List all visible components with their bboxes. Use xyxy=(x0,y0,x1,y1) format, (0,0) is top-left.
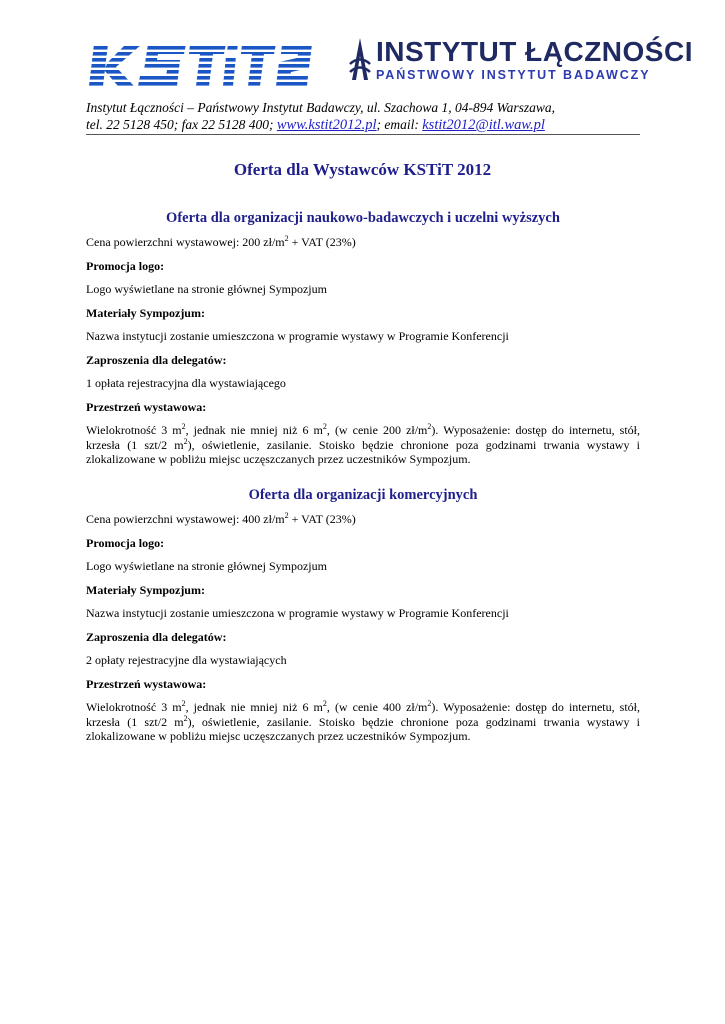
email-prefix: ; email: xyxy=(376,117,423,132)
contact-line xyxy=(86,116,646,134)
space-label: Przestrzeń wystawowa: xyxy=(86,399,207,414)
materials-label: Materiały Sympozjum: xyxy=(86,582,205,597)
materials-label: Materiały Sympozjum: xyxy=(86,305,205,320)
section-title: Oferta dla organizacji naukowo-badawczych i uczelni wyższych xyxy=(166,210,560,226)
invites-text: 1 opłata rejestracyjna dla wystawiającego xyxy=(86,376,286,390)
website-link[interactable]: www.kstit2012.pl xyxy=(276,117,377,133)
address-block xyxy=(86,99,646,134)
kstit-2012-logo xyxy=(86,40,336,90)
offer-section-research xyxy=(86,210,640,476)
materials-text: Nazwa instytucji zostanie umieszczona w programie wystawy w Programie Konferencji xyxy=(86,606,509,620)
itl-emblem-icon xyxy=(348,36,372,86)
space-text: Wielokrotność 3 $m^2$, jednak nie mniej niż 6 $m^2$, (w cenie 400 $zł/m^2$). Wyposażenie: dostęp do internetu, stół, krzesła (1 szt/2 $m^2$), oświetlenie, zasilanie. Stoisko będzie chronione poza godzinami trwania wystawy i zlokalizowane w pobliżu miejsc uczęszczanych przez uczestników Sympozjum. xyxy=(86,699,641,743)
price-line: Cena powierzchni wystawowej: 200 $zł/m^2$ + VAT (23%) xyxy=(86,234,356,249)
space-text: Wielokrotność 3 $m^2$, jednak nie mniej niż 6 $m^2$, (w cenie 200 $zł/m^2$). Wyposażenie: dostęp do internetu, stół, krzesła (1 szt/2 $m^2$), oświetlenie, zasilanie. Stoisko będzie chronione poza godzinami trwania wystawy i zlokalizowane w pobliżu miejsc uczęszczanych przez uczestników Sympozjum. xyxy=(86,422,641,466)
logo-label: Promocja logo: xyxy=(86,258,165,273)
itl-subtitle: PAŃSTWOWY INSTYTUT BADAWCZY xyxy=(376,68,651,82)
address-line: Instytut Łączności – Państwowy Instytut Badawczy, ul. Szachowa 1, 04-894 Warszawa, xyxy=(86,100,555,115)
logo-label: Promocja logo: xyxy=(86,535,165,550)
invites-label: Zaproszenia dla delegatów: xyxy=(86,629,227,644)
price-line: Cena powierzchni wystawowej: 400 $zł/m^2$ + VAT (23%) xyxy=(86,511,356,526)
logo-text: Logo wyświetlane na stronie głównej Sympozjum xyxy=(86,282,327,296)
itl-name: INSTYTUT ŁĄCZNOŚCI xyxy=(376,36,693,67)
page-title: Oferta dla Wystawców KSTiT 2012 xyxy=(233,160,492,179)
logo-text: Logo wyświetlane na stronie głównej Sympozjum xyxy=(86,559,327,573)
phone-fax: tel. 22 5128 450; fax 22 5128 400; xyxy=(86,117,277,132)
email-link[interactable]: kstit2012@itl.waw.pl xyxy=(422,117,545,133)
offer-section-commercial xyxy=(86,487,640,753)
invites-label: Zaproszenia dla delegatów: xyxy=(86,352,227,367)
invites-text: 2 opłaty rejestracyjne dla wystawiających xyxy=(86,653,287,667)
header-divider xyxy=(86,134,640,135)
section-title: Oferta dla organizacji komercyjnych xyxy=(248,487,478,503)
space-label: Przestrzeń wystawowa: xyxy=(86,676,207,691)
materials-text: Nazwa instytucji zostanie umieszczona w programie wystawy w Programie Konferencji xyxy=(86,329,509,343)
itl-logo xyxy=(348,36,693,90)
